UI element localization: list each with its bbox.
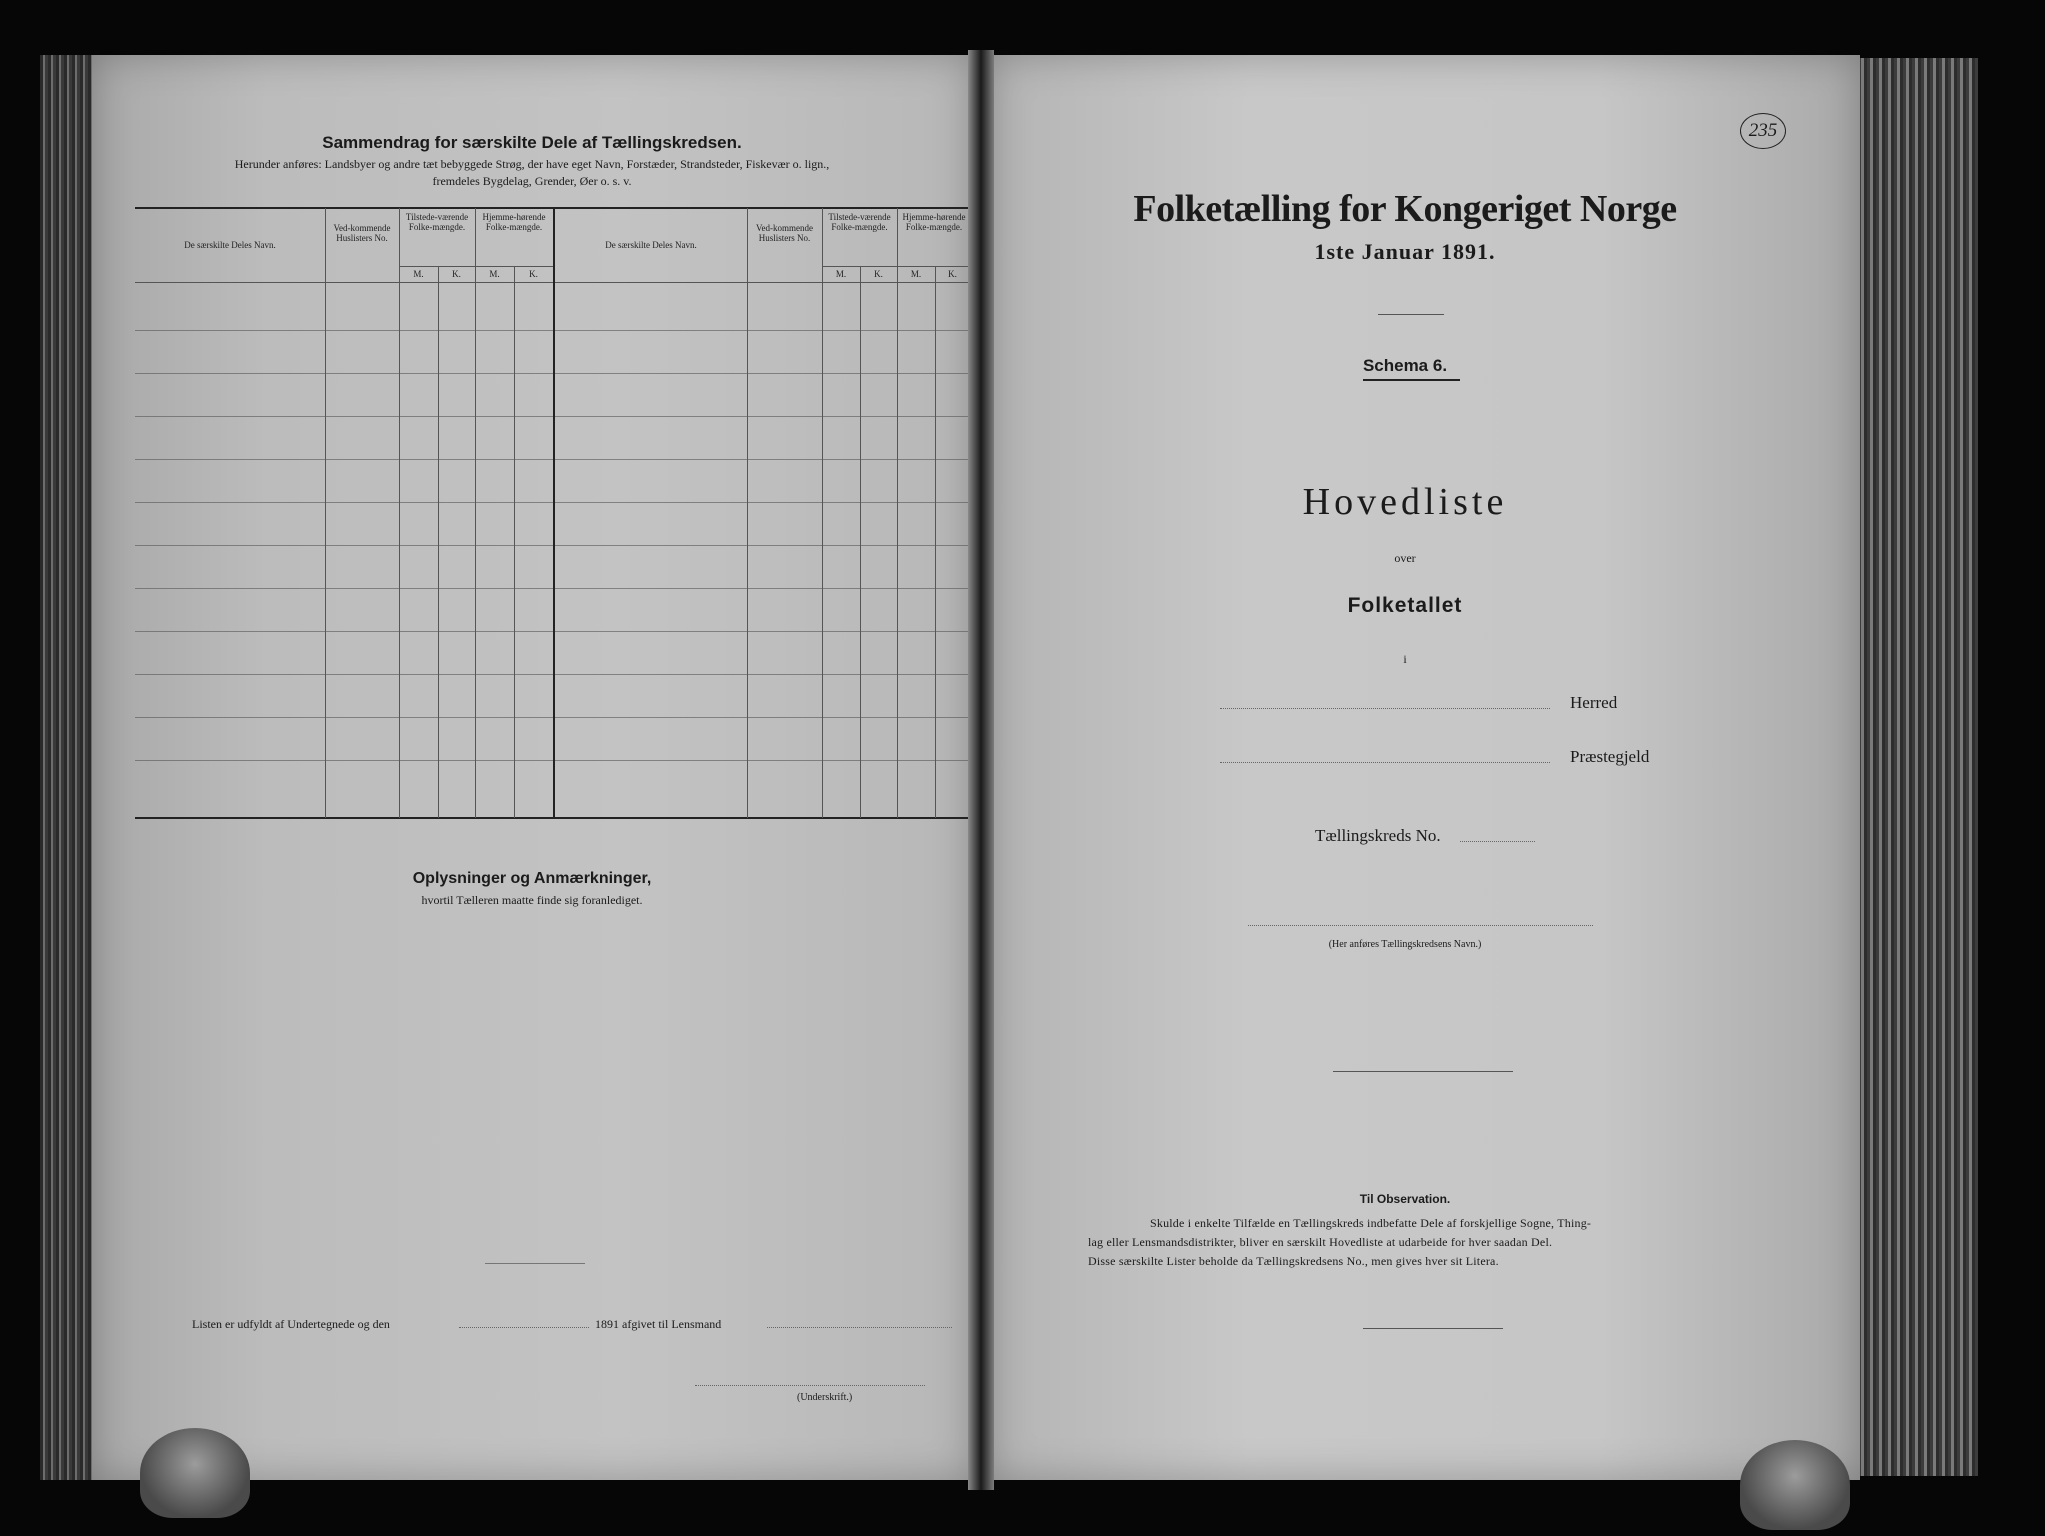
signature-line-1: Listen er udfyldt af Undertegnede og den xyxy=(192,1317,390,1331)
right-page xyxy=(990,55,1860,1480)
book-edge-left xyxy=(40,55,98,1480)
notes-title: Oplysninger og Anmærkninger, xyxy=(412,870,652,887)
notes-subtitle: hvortil Tælleren maatte finde sig foranlediget. xyxy=(421,893,643,907)
col-header-k: K. xyxy=(948,269,957,279)
i-label: i xyxy=(1403,652,1407,666)
col-header-present: Tilstede-værende Folke-mængde. xyxy=(828,212,891,232)
left-page xyxy=(92,55,972,1480)
thumb-left xyxy=(140,1428,250,1518)
col-header-resident: Hjemme-hørende Folke-mængde. xyxy=(902,212,966,232)
page-number-stamp: 235 xyxy=(1740,113,1786,149)
col-header-k: K. xyxy=(874,269,883,279)
observation-line-3: Disse særskilte Lister beholde da Tællingskredsens No., men gives hver sit Litera. xyxy=(1088,1254,1499,1268)
col-header-present: Tilstede-værende Folke-mængde. xyxy=(405,212,469,232)
book-edge-right xyxy=(1858,58,1978,1476)
col-header-m: M. xyxy=(835,269,847,279)
thumb-right xyxy=(1740,1440,1850,1530)
schema-label: Schema 6. xyxy=(1362,356,1448,375)
herred-label: Herred xyxy=(1570,693,1618,712)
col-header-name: De særskilte Deles Navn. xyxy=(184,240,276,250)
praestegjeld-label: Præstegjeld xyxy=(1570,747,1650,766)
summary-subtitle-2: fremdeles Bygdelag, Grender, Øer o. s. v. xyxy=(432,174,632,188)
signature-caption: (Underskrift.) xyxy=(797,1392,853,1403)
folketallet-title: Folketallet xyxy=(1347,594,1463,617)
book-gutter xyxy=(968,50,994,1490)
col-header-k: K. xyxy=(529,269,538,279)
col-header-m: M. xyxy=(413,269,424,279)
hovedliste-title: Hovedliste xyxy=(1302,481,1508,523)
over-label: over xyxy=(1394,551,1416,565)
observation-line-1: Skulde i enkelte Tilfælde en Tællingskreds indbefatte Dele af forskjellige Sogne, Thing- xyxy=(1150,1216,1592,1230)
observation-line-2: lag eller Lensmandsdistrikter, bliver en særskilt Hovedliste at udarbeide for hver saadan Del. xyxy=(1088,1235,1553,1249)
col-header-m: M. xyxy=(489,269,500,279)
kreds-label: Tællingskreds No. xyxy=(1315,826,1441,845)
summary-subtitle-1: Herunder anføres: Landsbyer og andre tæt bebyggede Strøg, der have eget Navn, Forstæder, Strandsteder, Fiskevær o. lign., xyxy=(234,157,830,171)
col-header-household: Ved-kommende Huslisters No. xyxy=(333,223,391,243)
col-header-resident: Hjemme-hørende Folke-mængde. xyxy=(482,212,546,232)
main-title: Folketælling for Kongeriget Norge xyxy=(1133,188,1677,230)
summary-title: Sammendrag for særskilte Dele af Tællingskredsen. xyxy=(322,133,742,152)
col-header-household: Ved-kommende Huslisters No. xyxy=(756,223,813,243)
census-date: 1ste Januar 1891. xyxy=(1314,239,1496,264)
col-header-k: K. xyxy=(452,269,461,279)
col-header-name: De særskilte Deles Navn. xyxy=(605,240,697,250)
observation-title: Til Observation. xyxy=(1359,1192,1451,1206)
signature-line-2: 1891 afgivet til Lensmand xyxy=(595,1317,722,1331)
kreds-caption: (Her anføres Tællingskredsens Navn.) xyxy=(1328,939,1482,950)
col-header-m: M. xyxy=(910,269,922,279)
